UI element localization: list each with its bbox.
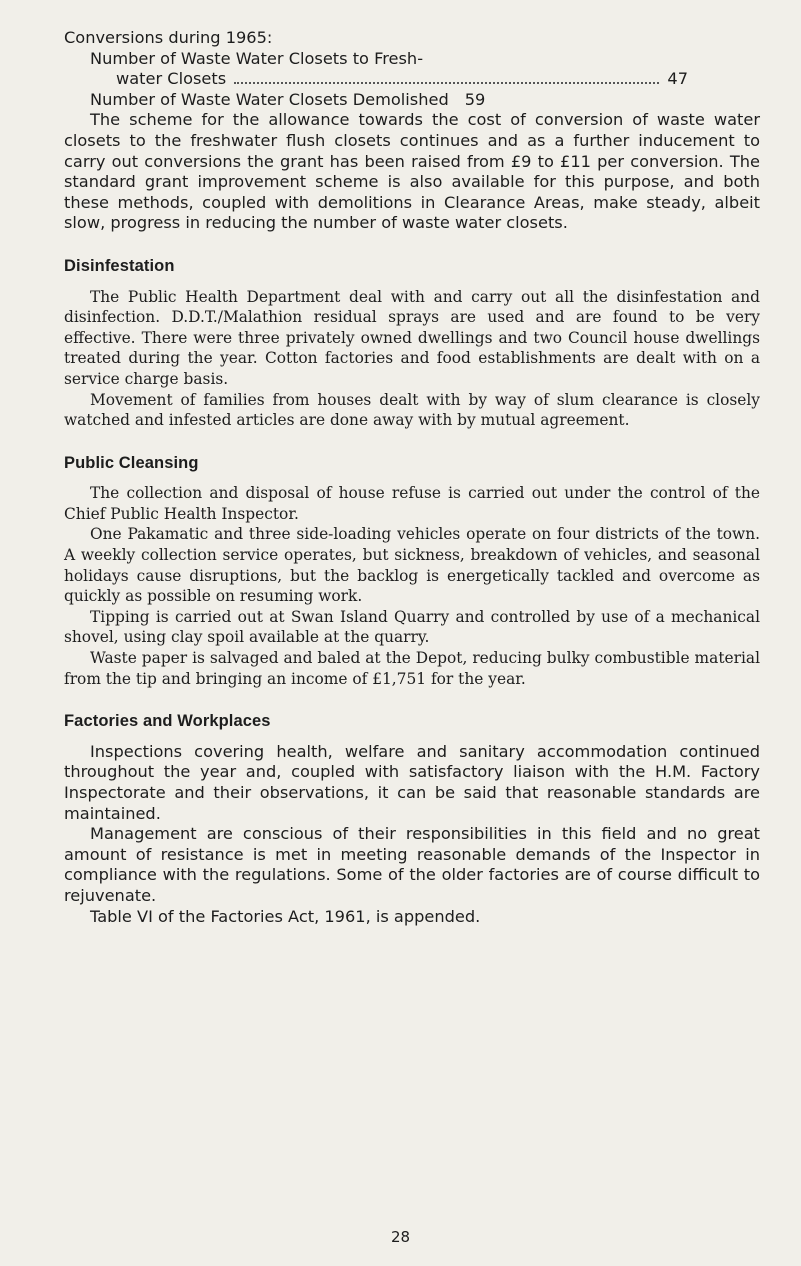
disinfestation-paragraph: Movement of families from houses dealt with by way of slum clearance is closely watched and infested articles are done away with by mutual agreement. [64, 390, 760, 430]
disinfestation-section [64, 287, 760, 431]
factories-paragraph: Management are conscious of their responsibilities in this field and no great amount of resistance is met in meeting reasonable demands of the Inspector in compliance with the regulations. Some of the older factories are of course difficult to rejuvenate. [64, 824, 760, 905]
factories-heading: Factories and Workplaces [64, 712, 271, 731]
conversions-heading: Conversions during 1965: [64, 28, 273, 47]
conversions-row1-label-line2: water Closets [116, 69, 227, 89]
public-cleansing-heading: Public Cleansing [64, 453, 199, 472]
disinfestation-paragraph: The Public Health Department deal with and carry out all the disinfestation and disinfection. D.D.T./Malathion residual sprays are used and are found to be very effective. There were three privately owned dwellings and two Council house dwellings treated during the year. Cotton factories and food establishments are dealt with on a service charge basis. [64, 287, 760, 388]
conversions-row1 [64, 69, 688, 90]
conversions-row2-label: Number of Waste Water Closets Demolished [90, 89, 449, 109]
public-cleansing-paragraph: Waste paper is salvaged and baled at the Depot, reducing bulky combustible material from the tip and bringing an income of £1,751 for the year. [64, 649, 760, 688]
conversions-section [64, 28, 760, 234]
public-cleansing-section [64, 483, 760, 689]
document-page [64, 0, 760, 927]
public-cleansing-paragraph: One Pakamatic and three side-loading vehicles operate on four districts of the town. A weekly collection service operates, but sickness, breakdown of vehicles, and seasonal holidays cause disruptions, but the backlog is energetically tackled and overcome as quickly as possible on resuming work. [64, 525, 760, 606]
factories-section [64, 742, 760, 927]
conversions-row1-label-line1: Number of Waste Water Closets to Fresh- [90, 48, 424, 68]
conversions-row1-value: 47 [667, 69, 688, 89]
factories-paragraph: Inspections covering health, welfare and sanitary accommodation continued throughout the year and, coupled with satisfactory liaison with the H.M. Factory Inspectorate and their observations, it can be said that reasonable standards are maintained. [64, 741, 760, 823]
public-cleansing-paragraph: The collection and disposal of house refuse is carried out under the control of the Chief Public Health Inspector. [64, 484, 760, 523]
disinfestation-heading: Disinfestation [64, 256, 175, 275]
factories-paragraph: Table VI of the Factories Act, 1961, is appended. [90, 906, 481, 926]
conversions-row2-value: 59 [464, 89, 486, 109]
public-cleansing-paragraph: Tipping is carried out at Swan Island Quarry and controlled by use of a mechanical shovel, using clay spoil available at the quarry. [64, 607, 760, 647]
conversions-row2 [64, 90, 688, 111]
page-number: 28 [390, 1228, 411, 1246]
conversions-paragraph: The scheme for the allowance towards the cost of conversion of waste water closets to the freshwater flush closets continues and as a further inducement to carry out conversions the grant has been raised from £9 to £11 per conversion. The standard grant improvement scheme is also available for this purpose, and both these methods, coupled with demolitions in Clearance Areas, make steady, albeit slow, progress in reducing the number of waste water closets. [64, 110, 760, 233]
dot-leader [234, 82, 659, 84]
